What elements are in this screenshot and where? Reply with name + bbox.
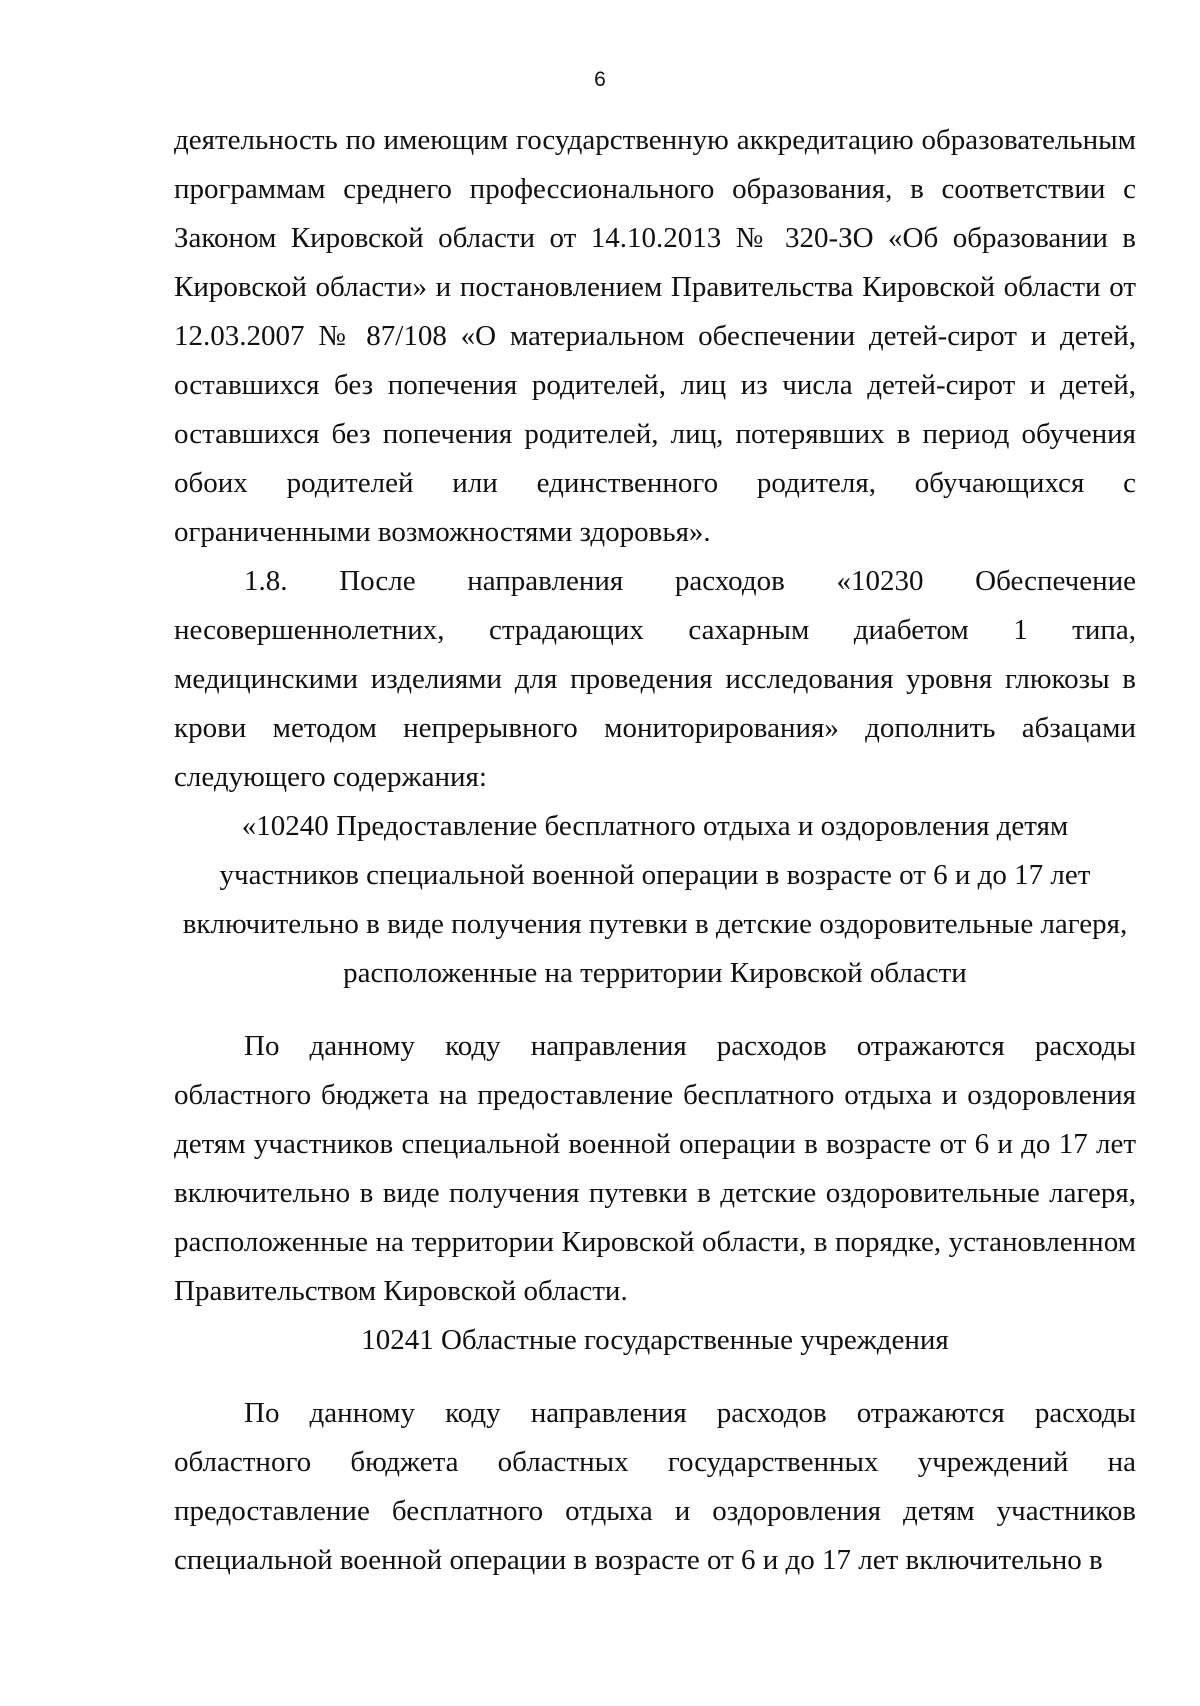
paragraph-10241-description: По данному коду направления расходов отражаются расходы областного бюджета областных государственных учреждений на предоставление бесплатного отдыха и оздоровления детям участников специальной военной операции в возрасте от 6 и до 17 лет включительно в	[174, 1397, 1136, 1576]
heading-10240-line-1: «10240 Предоставление бесплатного отдыха и оздоровления детям	[241, 810, 1069, 842]
paragraph-continuation: деятельность по имеющим государственную аккредитацию образовательным программам среднего профессионального образования, в соответствии с Законом Кировской области от 14.10.2013 № 320-ЗО «Об образовании в Кировской области» и постановлением Правительства Кировской области от 12.03.2007 № 87/108 «О материальном обеспечении детей-сирот и детей, оставшихся без попечения родителей, лиц из числа детей-сирот и детей, оставшихся без попечения родителей, лиц, потерявших в период обучения обоих родителей или единственного родителя, обучающихся с ограниченными возможностями здоровья».	[174, 124, 1136, 548]
heading-10240-line-4: расположенные на территории Кировской области	[343, 957, 967, 989]
paragraph-10240-description: По данному коду направления расходов отражаются расходы областного бюджета на предоставление бесплатного отдыха и оздоровления детям участников специальной военной операции в возрасте от 6 и до 17 лет включительно в виде получения путевки в детские оздоровительные лагеря, расположенные на территории Кировской области, в порядке, установленном Правительством Кировской области.	[174, 1030, 1136, 1307]
heading-10240-line-2: участников специальной военной операции в возрасте от 6 и до 17 лет	[219, 859, 1091, 891]
document-body	[174, 116, 1136, 1585]
spacer	[174, 998, 1136, 1022]
heading-10240-line-3: включительно в виде получения путевки в детские оздоровительные лагеря,	[182, 908, 1128, 940]
heading-10241: 10241 Областные государственные учреждения	[361, 1324, 949, 1356]
paragraph-1-8: 1.8. После направления расходов «10230 Обеспечение несовершеннолетних, страдающих сахарным диабетом 1 типа, медицинскими изделиями для проведения исследования уровня глюкозы в крови методом непрерывного мониторирования» дополнить абзацами следующего содержания:	[174, 565, 1136, 793]
spacer	[174, 1365, 1136, 1389]
page-number: 6	[594, 68, 606, 91]
heading-10240	[154, 802, 1156, 998]
